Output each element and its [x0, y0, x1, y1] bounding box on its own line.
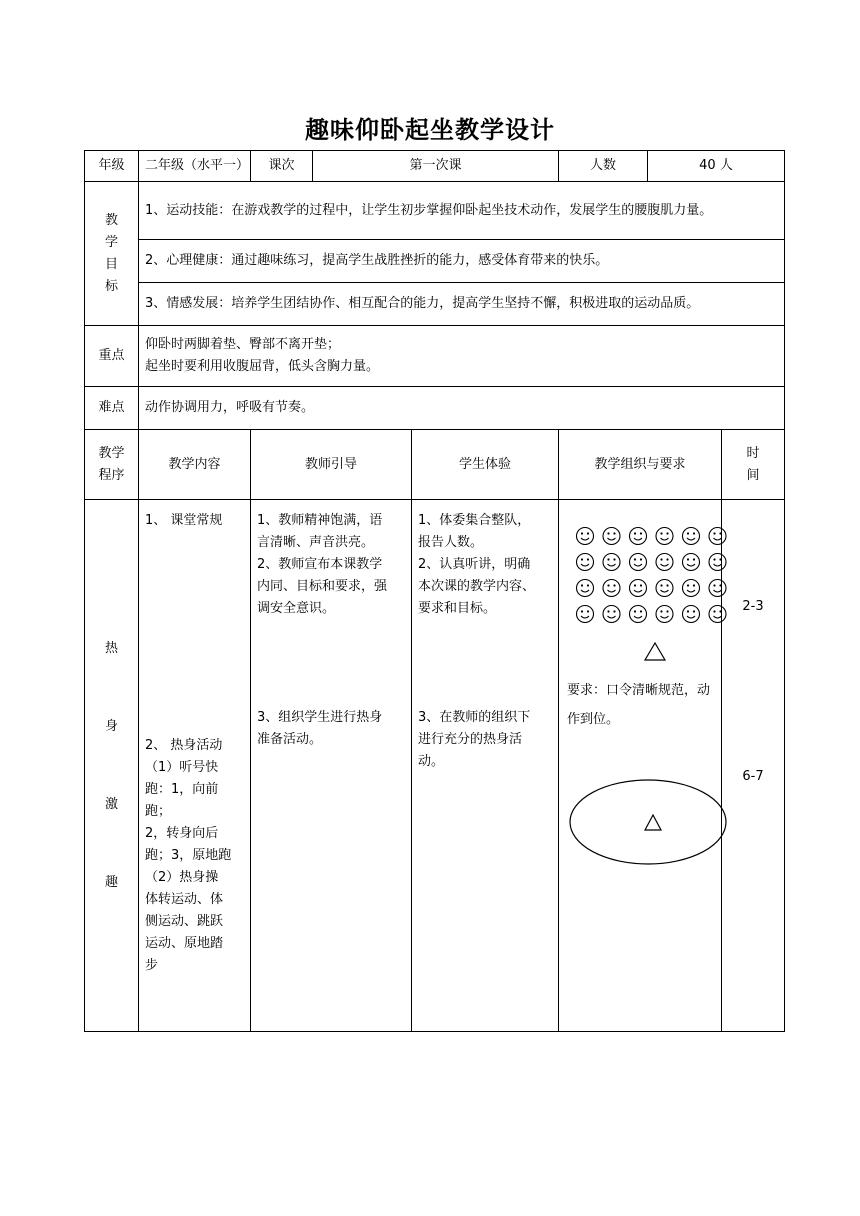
- page-title: 趣味仰卧起坐教学设计: [305, 116, 555, 144]
- key-points-label: 重点: [85, 326, 139, 387]
- smiley-icon: [577, 606, 594, 623]
- smiley-icon: [656, 528, 673, 545]
- org-header: 教学组织与要求: [559, 430, 722, 500]
- smiley-icon: [683, 528, 700, 545]
- content-routine: 1、 课堂常规: [145, 513, 223, 528]
- smiley-icon: [656, 606, 673, 623]
- smiley-icon: [603, 528, 620, 545]
- lesson-plan-table: [84, 150, 785, 1032]
- difficulty-text: 动作协调用力，呼吸有节奏。: [139, 387, 785, 430]
- smiley-icon: [630, 528, 647, 545]
- program-label: 教学 程序: [85, 430, 139, 500]
- count-value: 40 人: [648, 151, 785, 182]
- smiley-icon: [577, 580, 594, 597]
- smiley-icon: [577, 554, 594, 571]
- time-value-1: 2-3: [742, 599, 764, 614]
- smiley-icon: [630, 554, 647, 571]
- smiley-icon: [683, 606, 700, 623]
- teacher-header: 教师引导: [251, 430, 412, 500]
- smiley-icon: [630, 606, 647, 623]
- circle-formation: [570, 780, 726, 864]
- count-label: 人数: [559, 151, 648, 182]
- org-requirement: 要求：口令清晰规范，动 作到位。: [567, 683, 711, 727]
- key-points-text: 仰卧时两脚着垫、臀部不离开垫； 起坐时要利用收腹屈背，低头含胸力量。: [139, 326, 785, 387]
- grade-value: 二年级（水平一）: [139, 151, 251, 182]
- time-header: 时 间: [722, 430, 785, 500]
- student-cell: 1、体委集合整队， 报告人数。 2、认真听讲，明确 本次课的教学内容、 要求和目标。 3、在教师的组织下 进行充分的热身活 动。: [412, 500, 559, 1032]
- difficulty-label: 难点: [85, 387, 139, 430]
- goals-label: 教 学 目 标: [85, 182, 139, 326]
- lesson-label: 课次: [251, 151, 313, 182]
- smiley-icon: [603, 580, 620, 597]
- smiley-icon: [603, 606, 620, 623]
- smiley-icon: [656, 554, 673, 571]
- time-value-2: 6-7: [742, 769, 764, 784]
- goal-item-2: 2、心理健康：通过趣味练习，提高学生战胜挫折的能力，感受体育带来的快乐。: [139, 240, 785, 283]
- time-cell: [722, 500, 785, 1032]
- smiley-icon: [683, 554, 700, 571]
- content-header: 教学内容: [139, 430, 251, 500]
- smiley-icon: [683, 580, 700, 597]
- smiley-icon: [630, 580, 647, 597]
- grade-label: 年级: [85, 151, 139, 182]
- lesson-value: 第一次课: [313, 151, 559, 182]
- triangle-icon: [645, 643, 665, 660]
- student-header: 学生体验: [412, 430, 559, 500]
- teacher-cell: 1、教师精神饱满，语 言清晰、声音洪亮。 2、教师宣布本课教学 内同、目标和要求，强 调安全意识。 3、组织学生进行热身 准备活动。: [251, 500, 412, 1032]
- smiley-icon: [656, 580, 673, 597]
- content-cell: 1、 课堂常规 2、 热身活动 （1）听号快 跑：1，向前跑； 2，转身向后 跑；3，原地跑 （2）热身操 体转运动、体 侧运动、跳跃 运动、原地踏 步: [139, 500, 251, 1032]
- org-cell: [559, 500, 722, 1032]
- smiley-icon: [577, 528, 594, 545]
- formation-diagram: [559, 500, 748, 1032]
- goal-item-3: 3、情感发展：培养学生团结协作、相互配合的能力，提高学生坚持不懈，积极进取的运动品质。: [139, 283, 785, 326]
- triangle-icon: [645, 815, 661, 830]
- goal-item-1: 1、运动技能：在游戏教学的过程中，让学生初步掌握仰卧起坐技术动作，发展学生的腰腹肌力量。: [139, 182, 785, 240]
- smiley-icon: [603, 554, 620, 571]
- warmup-stage-label: 热 身 激 趣: [85, 500, 139, 1032]
